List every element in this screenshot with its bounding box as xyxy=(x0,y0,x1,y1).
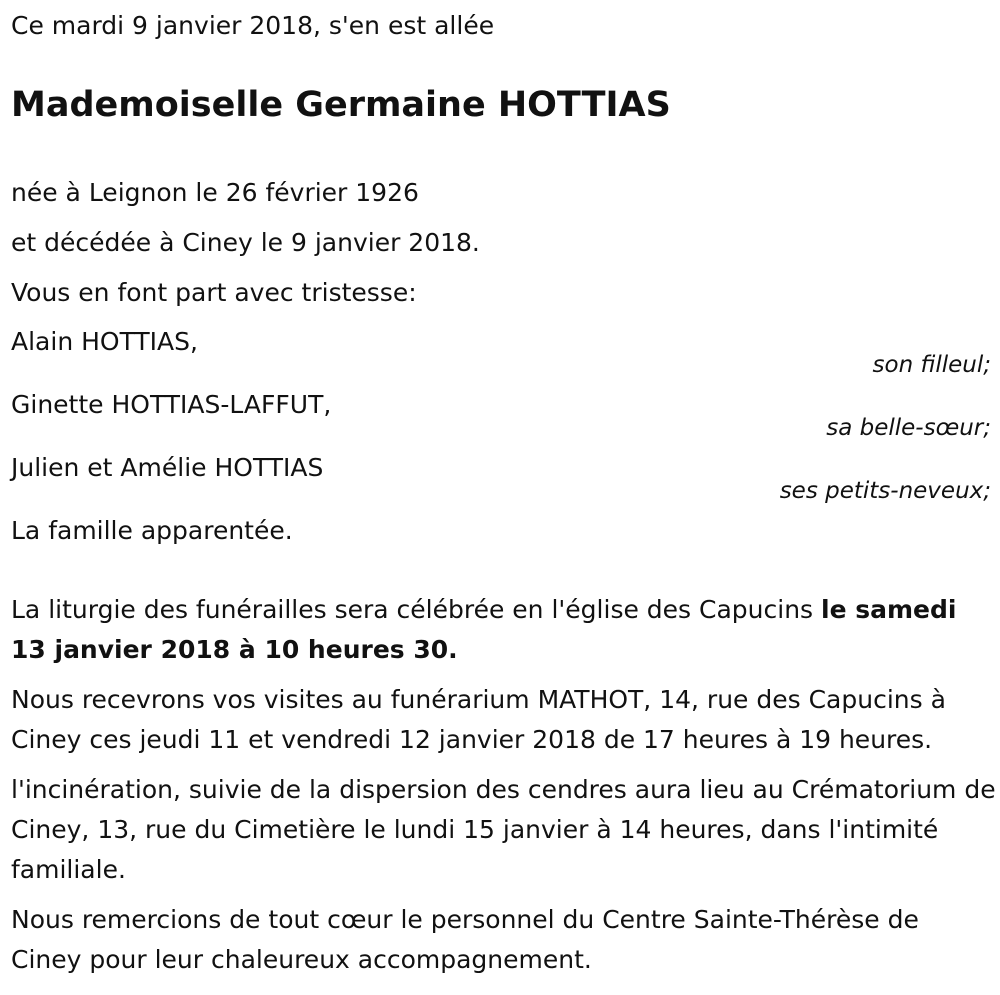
family-member-relation: son filleul; xyxy=(872,352,991,378)
thanks-paragraph: Nous remercions de tout cœur le personnel du Centre Sainte-Thérèse de Ciney pour leur chaleureux accompagnement. xyxy=(11,905,919,974)
cremation-paragraph: l'incinération, suivie de la dispersion des cendres aura lieu au Crématorium de Ciney, 13, rue du Cimetière le lundi 15 janvier à 14 heures, dans l'intimité familiale. xyxy=(11,775,996,884)
family-member-name: Julien et Amélie HOTTIAS xyxy=(11,453,324,482)
family-member-name: Alain HOTTIAS, xyxy=(11,327,198,356)
family-member-relation: sa belle-sœur; xyxy=(826,415,991,441)
birth-line: née à Leignon le 26 février 1926 xyxy=(11,178,419,207)
intro-text: Ce mardi 9 janvier 2018, s'en est allée xyxy=(11,11,495,40)
family-member-relation: ses petits-neveux; xyxy=(779,478,991,504)
funeral-paragraph xyxy=(11,590,996,670)
family-member-name: Ginette HOTTIAS-LAFFUT, xyxy=(11,390,332,419)
visits-paragraph: Nous recevrons vos visites au funérarium MATHOT, 14, rue des Capucins à Ciney ces jeudi 11 et vendredi 12 janvier 2018 de 17 heures à 19 heures. xyxy=(11,685,946,754)
funeral-date: le samedi 13 janvier 2018 à 10 heures 30. xyxy=(11,595,957,664)
death-line: et décédée à Ciney le 9 janvier 2018. xyxy=(11,228,480,257)
extended-family-line: La famille apparentée. xyxy=(11,516,293,545)
deceased-name: Mademoiselle Germaine HOTTIAS xyxy=(11,85,671,125)
funeral-text: La liturgie des funérailles sera célébrée en l'église des Capucins xyxy=(11,595,822,624)
announcement-line: Vous en font part avec tristesse: xyxy=(11,278,417,307)
